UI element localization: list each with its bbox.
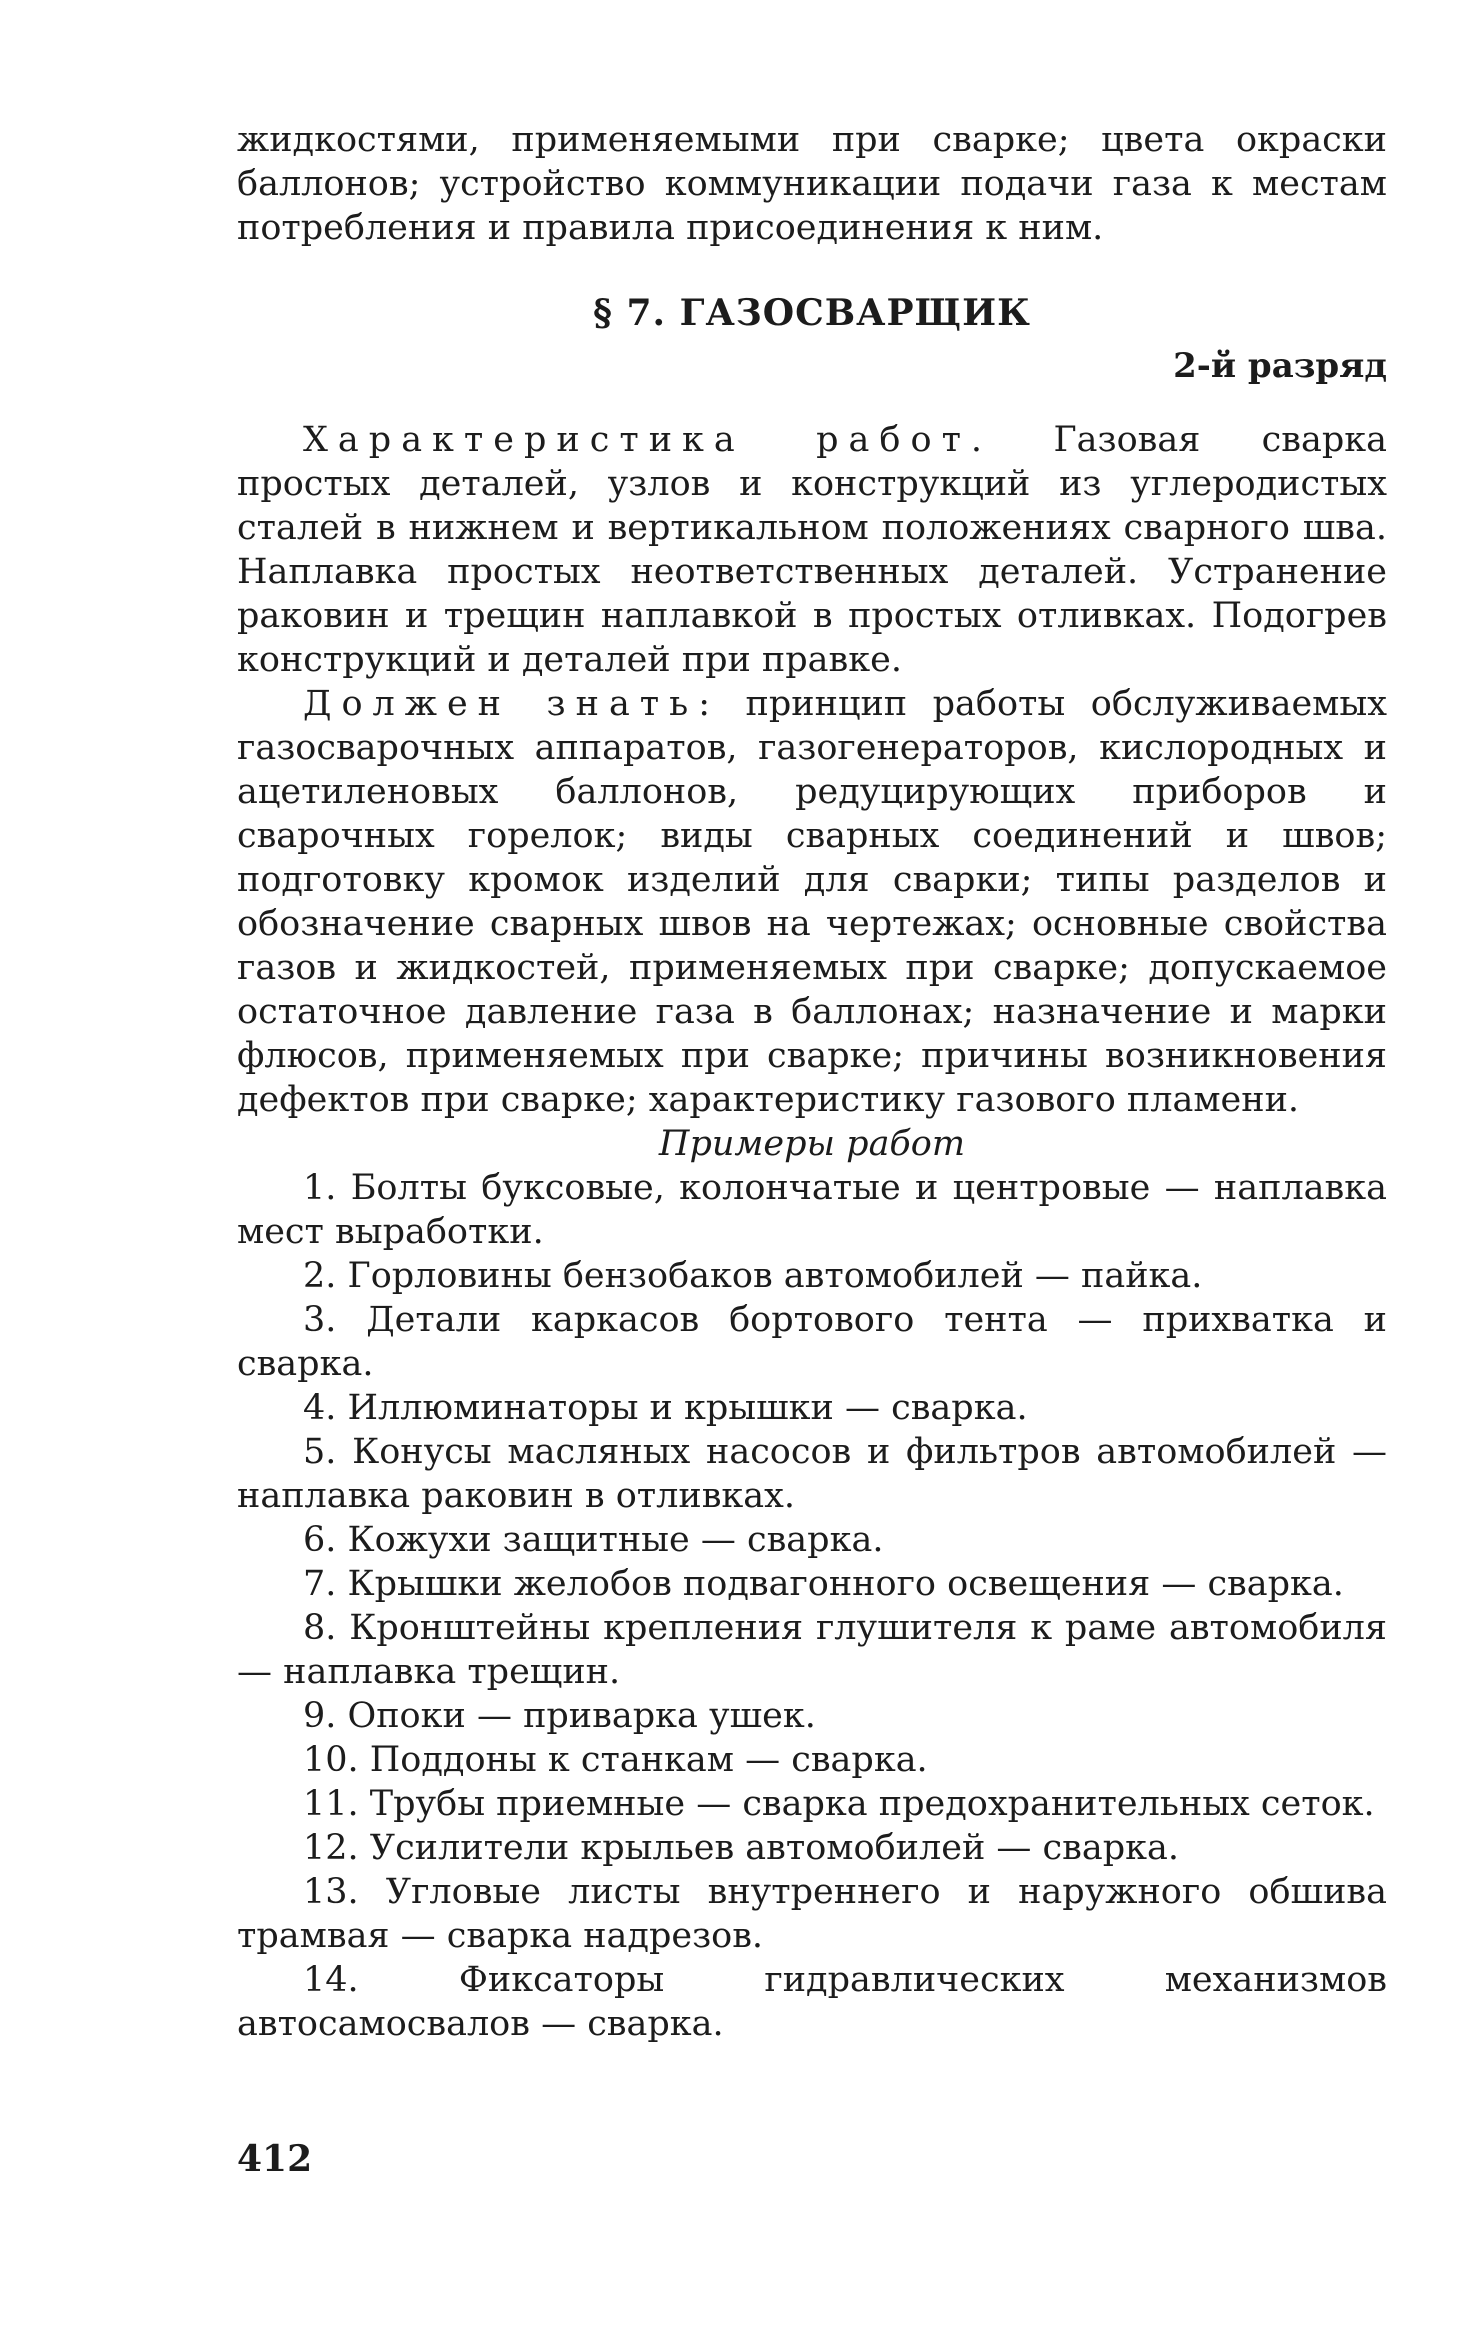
list-item: 1. Болты буксовые, колончатые и центровые — наплавка мест выработки. bbox=[237, 1168, 1387, 1252]
examples-title: Примеры работ bbox=[658, 1124, 966, 1164]
list-item: 6. Кожухи защитные — сварка. bbox=[303, 1520, 884, 1560]
characteristics-label: Характеристика работ. bbox=[303, 420, 993, 460]
list-item: 3. Детали каркасов бортового тента — прихватка и сварка. bbox=[237, 1300, 1387, 1384]
list-item: 5. Конусы масляных насосов и фильтров автомобилей — наплавка раковин в отливках. bbox=[237, 1432, 1387, 1516]
must-know-label: Должен знать: bbox=[303, 684, 721, 724]
list-item: 9. Опоки — приварка ушек. bbox=[303, 1696, 816, 1736]
list-item: 7. Крышки желобов подвагонного освещения — сварка. bbox=[303, 1564, 1344, 1604]
list-item: 13. Угловые листы внутреннего и наружного обшива трамвая — сварка надрезов. bbox=[237, 1872, 1387, 1956]
section-title: § 7. ГАЗОСВАРЩИК bbox=[593, 292, 1031, 334]
characteristics-paragraph bbox=[237, 418, 1387, 682]
list-item: 11. Трубы приемные — сварка предохранительных сеток. bbox=[303, 1784, 1375, 1824]
grade-label: 2-й разряд bbox=[1173, 346, 1387, 386]
list-item: 14. Фиксаторы гидравлических механизмов автосамосвалов — сварка. bbox=[237, 1960, 1387, 2044]
list-item: 12. Усилители крыльев автомобилей — сварка. bbox=[303, 1828, 1179, 1868]
characteristics-text: Газовая сварка простых деталей, узлов и конструкций из углеродистых сталей в нижнем и вертикальном положениях сварного шва. Наплавка простых неответственных деталей. Устранение раковин и трещин наплавкой в простых отливках. Подогрев конструкций и деталей при правке. bbox=[237, 420, 1387, 680]
page-body bbox=[237, 118, 1387, 2046]
must-know-text: принцип работы обслуживаемых газосварочных аппаратов, газогенераторов, кислородных и ацетиленовых баллонов, редуцирующих приборов и сварочных горелок; виды сварных соединений и швов; подготовку кромок изделий для сварки; типы разделов и обозначение сварных швов на чертежах; основные свойства газов и жидкостей, применяемых при сварке; допускаемое остаточное давление газа в баллонах; назначение и марки флюсов, применяемых при сварке; причины возникновения дефектов при сварке; характеристику газового пламени. bbox=[237, 684, 1388, 1120]
must-know-paragraph bbox=[237, 682, 1387, 1122]
page-number: 412 bbox=[237, 2138, 313, 2180]
examples-list bbox=[237, 1166, 1387, 2046]
intro-paragraph: жидкостями, применяемыми при сварке; цвета окраски баллонов; устройство коммуникации подачи газа к местам потребления и правила присоединения к ним. bbox=[237, 120, 1387, 248]
list-item: 4. Иллюминаторы и крышки — сварка. bbox=[303, 1388, 1028, 1428]
list-item: 8. Кронштейны крепления глушителя к раме автомобиля — наплавка трещин. bbox=[237, 1608, 1387, 1692]
list-item: 2. Горловины бензобаков автомобилей — пайка. bbox=[303, 1256, 1203, 1296]
list-item: 10. Поддоны к станкам — сварка. bbox=[303, 1740, 928, 1780]
